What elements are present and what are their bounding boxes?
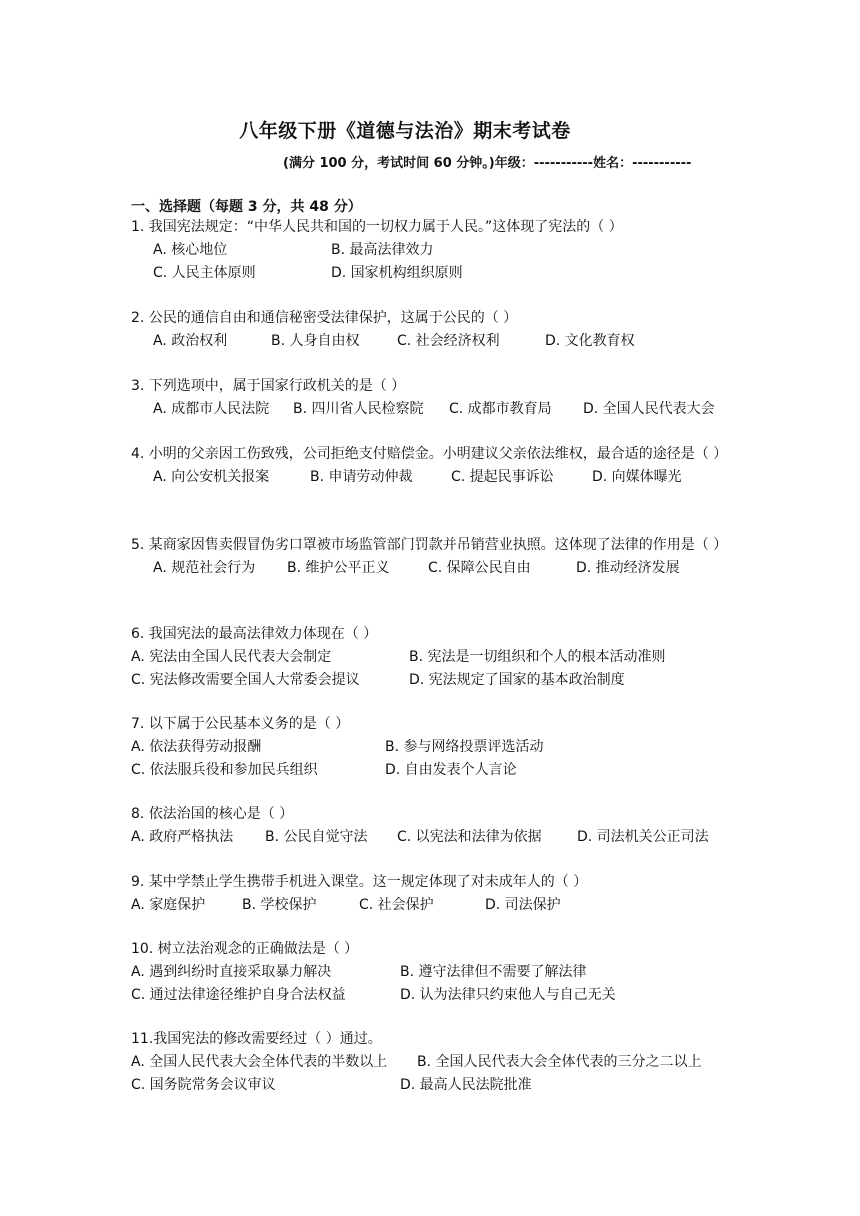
question-stem: 2. 公民的通信自由和通信秘密受法律保护，这属于公民的（ ） xyxy=(131,310,518,326)
option-b: B. 四川省人民检察院 xyxy=(293,401,424,417)
option-c: C. 依法服兵役和参加民兵组织 xyxy=(131,762,318,778)
option-a: A. 依法获得劳动报酬 xyxy=(131,739,262,755)
question-stem: 4. 小明的父亲因工伤致残，公司拒绝支付赔偿金。小明建议父亲依法维权，最合适的途径是（ ） xyxy=(131,446,728,462)
option-b: B. 维护公平正义 xyxy=(287,560,390,576)
option-b: B. 全国人民代表大会全体代表的三分之二以上 xyxy=(417,1054,702,1070)
question-6 xyxy=(131,623,736,692)
question-stem: 1. 我国宪法规定：“中华人民共和国的一切权力属于人民。”这体现了宪法的（ ） xyxy=(131,219,623,235)
option-b: B. 遵守法律但不需要了解法律 xyxy=(400,964,587,980)
option-d: D. 最高人民法院批准 xyxy=(400,1077,532,1093)
option-c: C. 提起民事诉讼 xyxy=(451,469,554,485)
question-11 xyxy=(131,1028,736,1097)
option-d: D. 司法保护 xyxy=(485,897,561,913)
exam-title: 八年级下册《道德与法治》期末考试卷 xyxy=(239,120,571,142)
question-1 xyxy=(131,216,736,285)
option-b: B. 参与网络投票评选活动 xyxy=(385,739,544,755)
question-9 xyxy=(131,871,736,917)
exam-subtitle: (满分 100 分，考试时间 60 分钟。)年级：-----------姓名：----------- xyxy=(283,156,692,171)
option-a: A. 规范社会行为 xyxy=(153,560,256,576)
question-2 xyxy=(131,307,736,353)
question-stem: 6. 我国宪法的最高法律效力体现在（ ） xyxy=(131,626,378,642)
question-stem: 11.我国宪法的修改需要经过（ ）通过。 xyxy=(131,1031,382,1047)
option-d: D. 全国人民代表大会 xyxy=(583,401,715,417)
question-7 xyxy=(131,713,736,782)
option-d: D. 宪法规定了国家的基本政治制度 xyxy=(409,672,625,688)
option-a: A. 全国人民代表大会全体代表的半数以上 xyxy=(131,1054,388,1070)
question-8 xyxy=(131,803,736,849)
question-3 xyxy=(131,375,736,421)
option-b: B. 最高法律效力 xyxy=(331,242,434,258)
option-b: B. 人身自由权 xyxy=(271,333,360,349)
question-stem: 8. 依法治国的核心是（ ） xyxy=(131,806,294,822)
option-c: C. 以宪法和法律为依据 xyxy=(397,829,542,845)
option-c: C. 人民主体原则 xyxy=(153,265,256,281)
option-a: A. 政治权利 xyxy=(153,333,228,349)
option-c: C. 宪法修改需要全国人大常委会提议 xyxy=(131,672,360,688)
question-stem: 10. 树立法治观念的正确做法是（ ） xyxy=(131,941,359,957)
option-a: A. 政府严格执法 xyxy=(131,829,234,845)
option-a: A. 成都市人民法院 xyxy=(153,401,270,417)
question-stem: 9. 某中学禁止学生携带手机进入课堂。这一规定体现了对未成年人的（ ） xyxy=(131,874,588,890)
option-a: A. 宪法由全国人民代表大会制定 xyxy=(131,649,332,665)
question-4 xyxy=(131,443,736,489)
option-c: C. 社会经济权利 xyxy=(397,333,500,349)
option-d: D. 认为法律只约束他人与自己无关 xyxy=(400,987,616,1003)
option-a: A. 核心地位 xyxy=(153,242,228,258)
option-d: D. 司法机关公正司法 xyxy=(577,829,709,845)
option-d: D. 自由发表个人言论 xyxy=(385,762,517,778)
option-d: D. 国家机构组织原则 xyxy=(331,265,463,281)
question-10 xyxy=(131,938,736,1007)
option-d: D. 文化教育权 xyxy=(545,333,635,349)
option-d: D. 向媒体曝光 xyxy=(592,469,682,485)
option-c: C. 社会保护 xyxy=(359,897,434,913)
option-a: A. 遇到纠纷时直接采取暴力解决 xyxy=(131,964,332,980)
option-b: B. 公民自觉守法 xyxy=(265,829,368,845)
question-stem: 7. 以下属于公民基本义务的是（ ） xyxy=(131,716,350,732)
option-c: C. 通过法律途径维护自身合法权益 xyxy=(131,987,346,1003)
option-b: B. 学校保护 xyxy=(242,897,317,913)
option-a: A. 向公安机关报案 xyxy=(153,469,270,485)
option-c: C. 成都市教育局 xyxy=(449,401,552,417)
option-d: D. 推动经济发展 xyxy=(576,560,680,576)
option-b: B. 申请劳动仲裁 xyxy=(310,469,413,485)
option-b: B. 宪法是一切组织和个人的根本活动准则 xyxy=(409,649,666,665)
question-stem: 3. 下列选项中，属于国家行政机关的是（ ） xyxy=(131,378,406,394)
option-a: A. 家庭保护 xyxy=(131,897,206,913)
section-heading: 一、选择题（每题 3 分，共 48 分） xyxy=(131,199,362,215)
option-c: C. 保障公民自由 xyxy=(428,560,531,576)
option-c: C. 国务院常务会议审议 xyxy=(131,1077,276,1093)
question-stem: 5. 某商家因售卖假冒伪劣口罩被市场监管部门罚款并吊销营业执照。这体现了法律的作用是（ ） xyxy=(131,537,728,553)
question-5 xyxy=(131,534,736,580)
